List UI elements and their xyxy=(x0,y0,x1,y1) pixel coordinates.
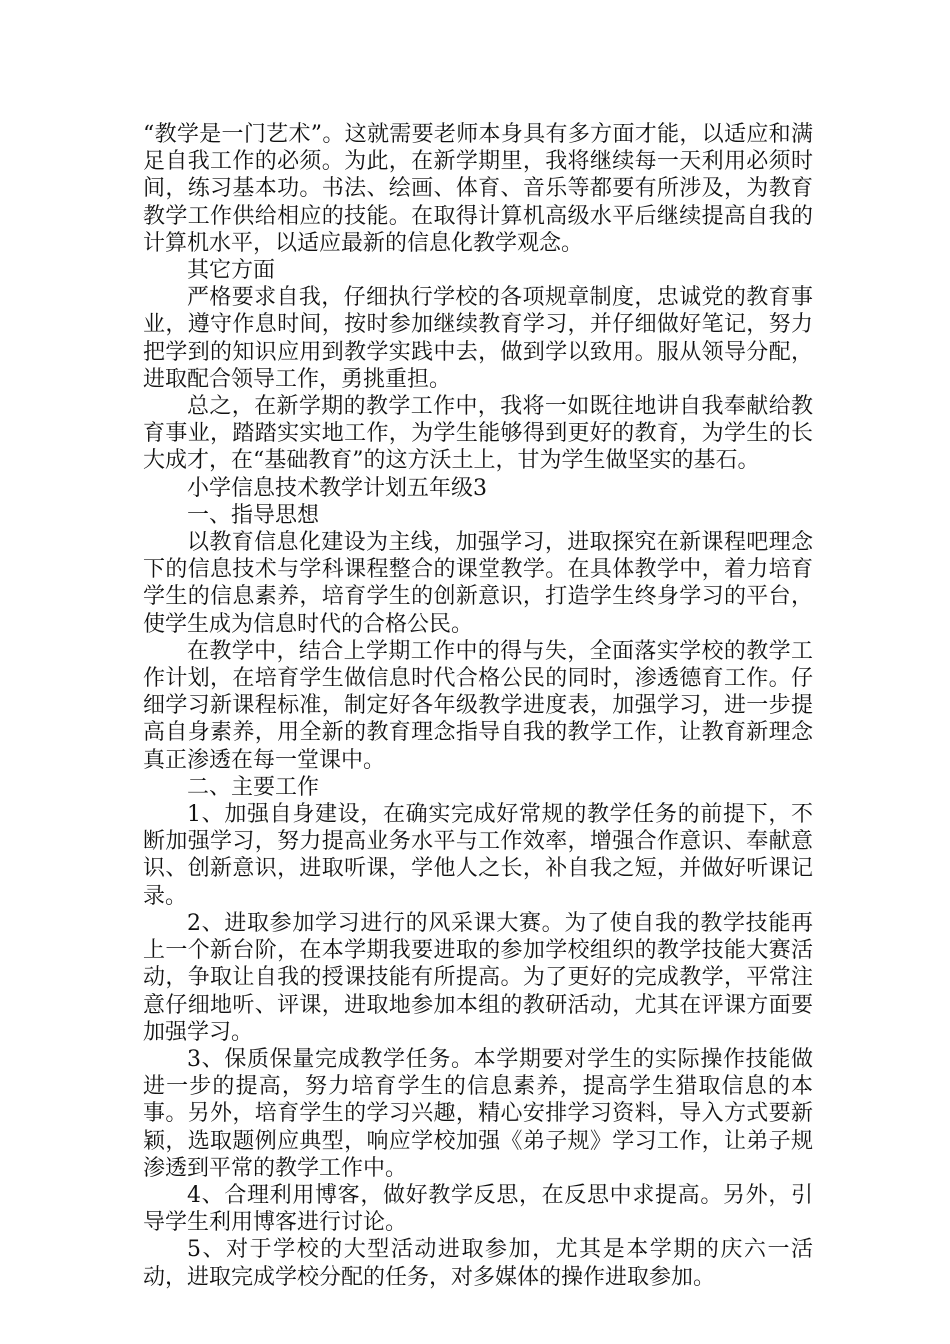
paragraph-main-work-4: 4、合理利用博客，做好教学反思，在反思中求提高。另外，引导学生利用博客进行讨论。 xyxy=(143,1182,813,1236)
paragraph-main-work-1: 1、加强自身建设，在确实完成好常规的教学任务的前提下，不断加强学习，努力提高业务水平与工作效率，增强合作意识、奉献意识、创新意识，进取听课，学他人之长，补自我之短，并做好听课记录。 xyxy=(143,802,813,909)
paragraph-main-work-5: 5、对于学校的大型活动进取参加，尤其是本学期的庆六一活动，进取完成学校分配的任务，对多媒体的操作进取参加。 xyxy=(143,1237,813,1290)
paragraph-guiding-thought-2: 在教学中，结合上学期工作中的得与失，全面落实学校的教学工作计划，在培育学生做信息时代合格公民的同时，渗透德育工作。仔细学习新课程标准，制定好各年级教学进度表，加强学习，进一步提高自身素养，用全新的教育理念指导自我的教学工作，让教育新理念真正渗透在每一堂课中。 xyxy=(143,638,813,773)
paragraph-intro-continuation: “教学是一门艺术”。这就需要老师本身具有多方面才能，以适应和满足自我工作的必须。为此，在新学期里，我将继续每一天利用必须时间，练习基本功。书法、绘画、体育、音乐等都要有所涉及，为教育教学工作供给相应的技能。在取得计算机高级水平后继续提高自我的计算机水平，以适应最新的信息化教学观念。 xyxy=(143,122,813,256)
paragraph-summary: 总之，在新学期的教学工作中，我将一如既往地讲自我奉献给教育事业，踏踏实实地工作，为学生能够得到更好的教育，为学生的长大成才，在“基础教育”的这方沃土上，甘为学生做坚实的基石。 xyxy=(143,394,813,474)
document-title: 小学信息技术教学计划五年级3 xyxy=(187,475,487,501)
paragraph-main-work-2: 2、进取参加学习进行的风采课大赛。为了使自我的教学技能再上一个新台阶，在本学期我要进取的参加学校组织的教学技能大赛活动，争取让自我的授课技能有所提高。为了更好的完成教学，平常注意仔细地听、评课，进取地参加本组的教研活动，尤其在评课方面要加强学习。 xyxy=(143,910,813,1045)
paragraph-main-work-3: 3、保质保量完成教学任务。本学期要对学生的实际操作技能做进一步的提高，努力培育学生的信息素养，提高学生猎取信息的本事。另外，培育学生的学习兴趣，精心安排学习资料，导入方式要新颖，选取题例应典型，响应学校加强《弟子规》学习工作，让弟子规渗透到平常的教学工作中。 xyxy=(143,1046,813,1181)
section-heading-other: 其它方面 xyxy=(187,258,276,284)
document-body xyxy=(143,121,813,1291)
paragraph-other: 严格要求自我，仔细执行学校的各项规章制度，忠诚党的教育事业，遵守作息时间，按时参加继续教育学习，并仔细做好笔记，努力把学到的知识应用到教学实践中去，做到学以致用。服从领导分配，进取配合领导工作，勇挑重担。 xyxy=(143,285,813,392)
section-heading-guiding-thought: 一、指导思想 xyxy=(187,502,320,528)
section-heading-main-work: 二、主要工作 xyxy=(187,774,320,800)
paragraph-guiding-thought-1: 以教育信息化建设为主线，加强学习，进取探究在新课程吧理念下的信息技术与学科课程整合的课堂教学。在具体教学中，着力培育学生的信息素养，培育学生的创新意识，打造学生终身学习的平台，使学生成为信息时代的合格公民。 xyxy=(143,530,813,637)
